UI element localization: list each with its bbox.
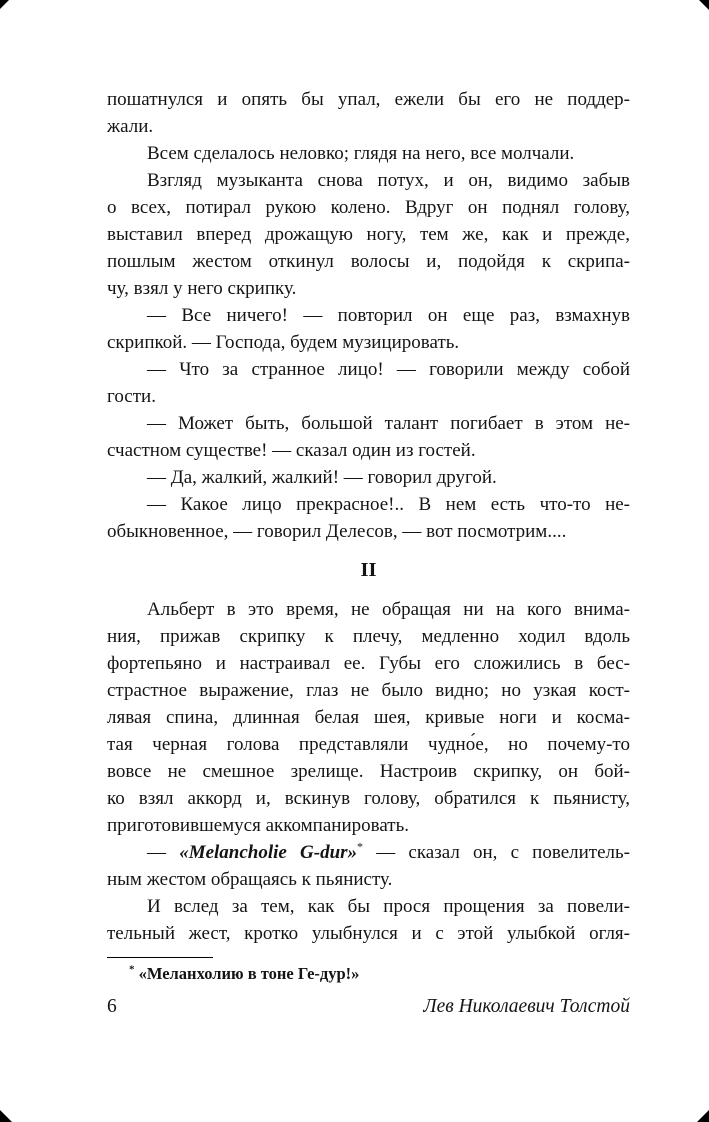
- footnote-marker: *: [129, 963, 135, 976]
- text-line: страстное выражение, глаз не было видно; но узкая кост-: [107, 680, 630, 701]
- text-line: ния, прижав скрипку к плечу, медленно ходил вдоль: [107, 626, 630, 647]
- text-line: Альберт в это время, не обращая ни на кого внима-: [147, 599, 630, 620]
- text-line: — Какое лицо прекрасное!.. В нем есть что-то не-: [147, 494, 630, 515]
- text-line: чу, взял у него скрипку.: [107, 278, 297, 299]
- page-footer: [107, 996, 630, 1018]
- paragraph: [107, 491, 630, 545]
- footnote-text: «Меланхолию в тоне Ге-дур!»: [134, 964, 360, 983]
- text-segment: — сказал он, с повелитель-: [363, 842, 630, 863]
- text-line: приготовившемуся аккомпанировать.: [107, 815, 409, 836]
- text-line: ко взял аккорд и, вскинув голову, обратился к пьянисту,: [107, 788, 630, 809]
- text-line: жали.: [107, 116, 154, 137]
- text-line: счастном существе! — сказал один из гостей.: [107, 440, 476, 461]
- text-line: Всем сделалось неловко; глядя на него, все молчали.: [147, 143, 575, 164]
- text-line: пошатнулся и опять бы упал, ежели бы его не поддер-: [107, 89, 630, 110]
- chapter-heading: II: [360, 559, 377, 581]
- footnote: [107, 963, 630, 985]
- text-line: о всех, потирал рукою колено. Вдруг он поднял голову,: [107, 197, 630, 218]
- emphasized-text: «Melancholie G-dur»: [179, 842, 358, 863]
- paragraph: [107, 302, 630, 356]
- paragraph: [107, 167, 630, 302]
- text-line: фортепьяно и настраивал ее. Губы его сложились в бес-: [107, 653, 630, 674]
- text-column: [107, 86, 630, 985]
- text-line: обыкновенное, — говорил Делесов, — вот посмотрим....: [107, 521, 567, 542]
- corner-mark-bottom-right: [697, 1110, 709, 1122]
- text-line: выставил вперед дрожащую ногу, тем же, как и прежде,: [107, 224, 630, 245]
- text-line: — Что за странное лицо! — говорили между собой: [147, 359, 630, 380]
- text-line: — Да, жалкий, жалкий! — говорил другой.: [147, 467, 497, 488]
- text-line: [107, 839, 630, 866]
- text-line: Взгляд музыканта снова потух, и он, видимо забыв: [147, 170, 630, 191]
- text-line: гости.: [107, 386, 156, 407]
- footnote-reference-marker: *: [357, 839, 364, 854]
- text-line: лявая спина, длинная белая шея, кривые ноги и косма-: [107, 707, 630, 728]
- text-line: И вслед за тем, как бы прося прощения за повели-: [147, 896, 630, 917]
- paragraph: [107, 410, 630, 464]
- text-line: — Может быть, большой талант погибает в этом не-: [147, 413, 630, 434]
- paragraph: [107, 839, 630, 893]
- text-line: скрипкой. — Господа, будем музицировать.: [107, 332, 460, 353]
- corner-mark-bottom-left: [0, 1110, 12, 1122]
- text-line: ным жестом обращаясь к пьянисту.: [107, 869, 393, 890]
- paragraph: [107, 464, 630, 491]
- text-segment: —: [147, 842, 180, 863]
- text-line: тая черная голова представляли чудно́е, но почему-то: [107, 734, 630, 755]
- page-number: 6: [107, 996, 117, 1017]
- paragraph: [107, 86, 630, 140]
- text-line: пошлым жестом откинул волосы и, подойдя к скрипа-: [107, 251, 630, 272]
- author-name: Лев Николаевич Толстой: [423, 996, 630, 1017]
- footnote-separator: [107, 957, 213, 958]
- paragraph: [107, 893, 630, 947]
- corner-mark-top-right: [699, 0, 709, 10]
- paragraph: [107, 356, 630, 410]
- text-line: — Все ничего! — повторил он еще раз, взмахнув: [147, 305, 630, 326]
- paragraph: [107, 596, 630, 839]
- paragraph: [107, 140, 630, 167]
- text-line: тельный жест, кротко улыбнулся и с этой улыбкой огля-: [107, 923, 630, 944]
- text-line: вовсе не смешное зрелище. Настроив скрипку, он бой-: [107, 761, 630, 782]
- corner-mark-top-left: [0, 0, 9, 9]
- text-blocks: [107, 86, 630, 947]
